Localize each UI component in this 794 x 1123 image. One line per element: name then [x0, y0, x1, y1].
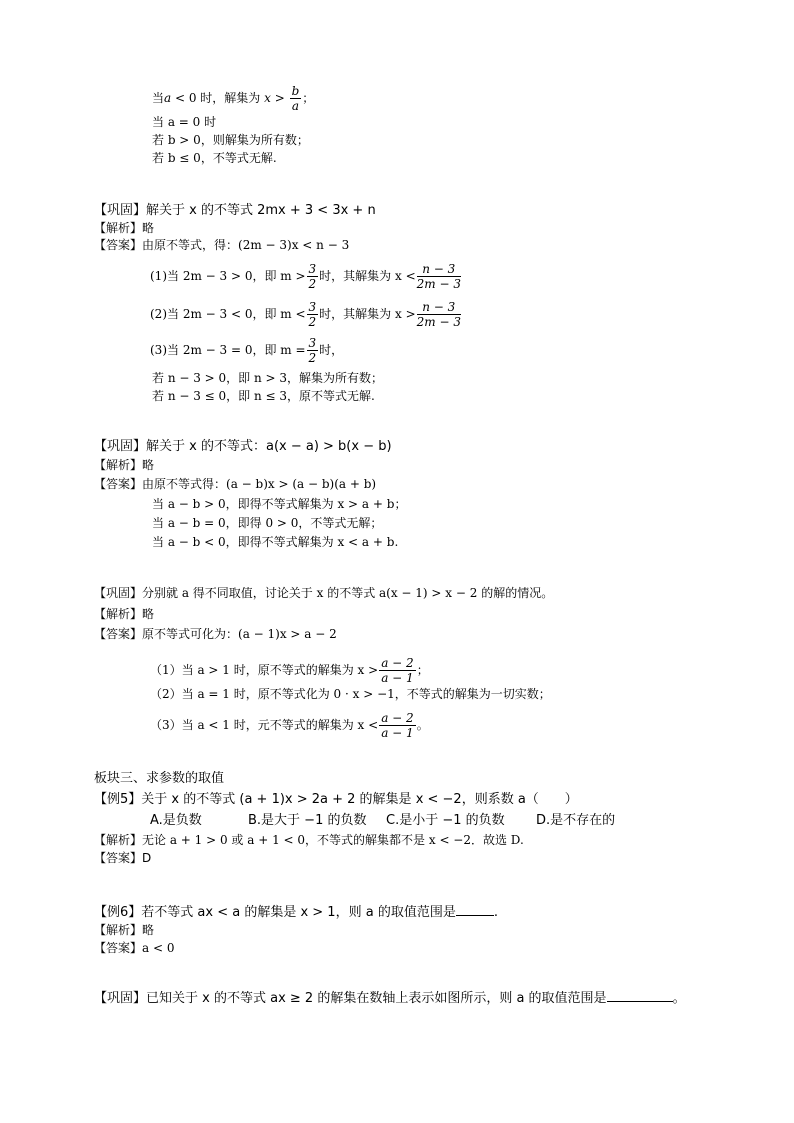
s2-case2: 当 a − b = 0，即得 0 > 0，不等式无解；: [152, 516, 383, 530]
s1-question: 【巩固】解关于 x 的不等式 2mx + 3 < 3x + n: [94, 203, 376, 218]
s1-case2: (2)当 2m − 3 < 0，即 m < $\frac{3}{2}$ 时，其解集为 x > $\frac{n - 3}{2m - 3}$: [150, 300, 461, 329]
case-a-zero: 当 a = 0 时: [152, 115, 217, 129]
s2-answer: 【答案】由原不等式得：(a − b)x > (a − b)(a + b): [94, 477, 377, 491]
ex5-option-a: A.是负数: [150, 813, 202, 828]
s3-answer: 【答案】原不等式可化为：(a − 1)x > a − 2: [94, 627, 337, 641]
section-heading: 板块三、求参数的取值: [94, 771, 225, 786]
ex5-option-d: D.是不存在的: [536, 813, 616, 828]
s1-answer: 【答案】由原不等式，得：(2m − 3)x < n − 3: [94, 238, 350, 252]
answer-blank[interactable]: [607, 989, 673, 1002]
ex6-question: 【例6】若不等式 ax < a 的解集是 x > 1，则 a 的取值范围是 .: [94, 905, 498, 920]
s3-case1: （1）当 a > 1 时，原不等式的解集为 x > $\frac{a - 2}{a - 1}$ ；: [150, 656, 429, 685]
s1-sub2: 若 n − 3 ≤ 0，即 n ≤ 3，原不等式无解.: [152, 389, 375, 403]
answer-blank[interactable]: [456, 903, 494, 916]
ex5-analysis: 【解析】无论 a + 1 > 0 或 a + 1 < 0，不等式的解集都不是 x < −2．故选 D.: [94, 833, 524, 847]
s2-analysis: 【解析】略: [94, 458, 155, 472]
s1-analysis: 【解析】略: [94, 221, 155, 235]
ex5-option-c: C.是小于 −1 的负数: [386, 813, 505, 828]
s1-sub1: 若 n − 3 > 0，即 n > 3，解集为所有数；: [152, 371, 384, 385]
s2-question: 【巩固】解关于 x 的不等式：a(x − a) > b(x − b): [94, 439, 392, 454]
s2-case3: 当 a − b < 0，即得不等式解集为 x < a + b.: [152, 535, 399, 549]
s2-case1: 当 a − b > 0，即得不等式解集为 x > a + b；: [152, 497, 407, 511]
ex5-question: 【例5】关于 x 的不等式 (a + 1)x > 2a + 2 的解集是 x < −2，则系数 a（ ）: [94, 792, 578, 807]
s3-question: 【巩固】分别就 a 得不同取值，讨论关于 x 的不等式 a(x − 1) > x − 2 的解的情况。: [94, 586, 554, 600]
s6-question: 【巩固】已知关于 x 的不等式 ax ≥ 2 的解集在数轴上表示如图所示，则 a 的取值范围是 。: [94, 991, 686, 1006]
case-b-positive: 若 b > 0，则解集为所有数；: [152, 133, 309, 147]
case-b-nonpositive: 若 b ≤ 0，不等式无解.: [152, 151, 277, 165]
ex5-answer: 【答案】D: [94, 851, 152, 865]
s1-case1: (1)当 2m − 3 > 0，即 m > $\frac{3}{2}$ 时，其解集为 x < $\frac{n - 3}{2m - 3}$: [150, 262, 461, 291]
ex6-analysis: 【解析】略: [94, 923, 155, 937]
s1-case3: (3)当 2m − 3 = 0，即 m = $\frac{3}{2}$ 时，: [150, 336, 344, 365]
s3-case3: （3）当 a < 1 时，元不等式的解集为 x < $\frac{a - 2}{a - 1}$ 。: [150, 711, 429, 740]
fraction-b-over-a: $\frac{b}{a}$: [291, 84, 300, 113]
s3-analysis: 【解析】略: [94, 607, 155, 621]
case-a-negative: 当a < 0 时，解集为 x > $\frac{b}{a}$ ；: [152, 84, 315, 113]
s3-case2: （2）当 a = 1 时，原不等式化为 0 · x > −1，不等式的解集为一切实数；: [150, 687, 551, 701]
ex6-answer: 【答案】a < 0: [94, 941, 175, 955]
ex5-option-b: B.是大于 −1 的负数: [248, 813, 367, 828]
